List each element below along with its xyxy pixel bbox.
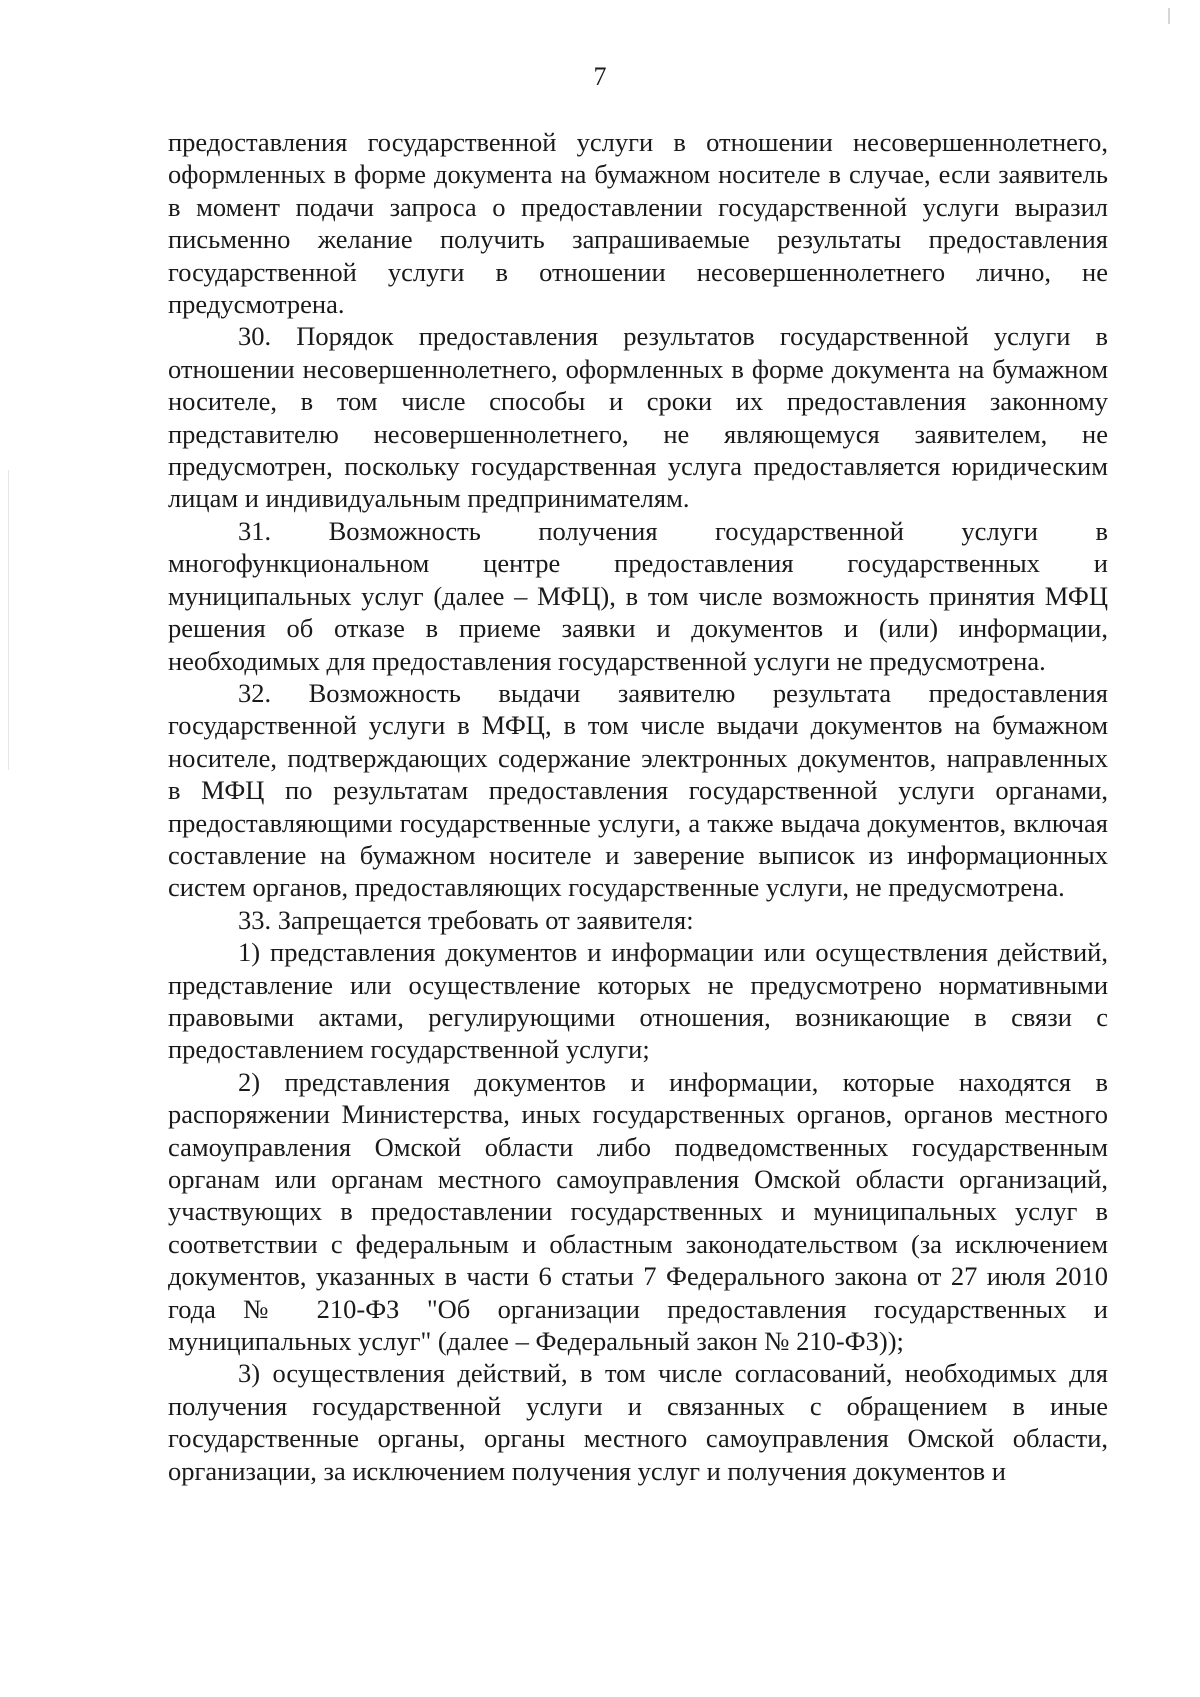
paragraph: 31. Возможность получения государственной услуги в многофункциональном центре предоставления государственных и муниципальных услуг (далее – МФЦ), в том числе возможность принятия МФЦ решения об отказе в приеме заявки и документов и (или) информации, необходимых для предоставления государственной услуги не предусмотрена. xyxy=(168,515,1108,676)
document-body xyxy=(168,126,1108,1487)
scan-edge-mark xyxy=(1168,8,1170,24)
page-number: 7 xyxy=(593,62,607,91)
scan-edge-mark xyxy=(8,470,9,770)
list-item: 1) представления документов и информации или осуществления действий, представление или осуществление которых не предусмотрено нормативными правовыми актами, регулирующими отношения, возникающие в связи с предоставлением государственной услуги; xyxy=(168,937,1108,1065)
paragraph: 32. Возможность выдачи заявителю результата предоставления государственной услуги в МФЦ, в том числе выдачи документов на бумажном носителе, подтверждающих содержание электронных документов, направленных в МФЦ по результатам предоставления государственной услуги органами, предоставляющими государственные услуги, а также выдача документов, включая составление на бумажном носителе и заверение выписок из информационных систем органов, предоставляющих государственные услуги, не предусмотрена. xyxy=(168,677,1108,903)
list-item: 3) осуществления действий, в том числе согласований, необходимых для получения государственной услуги и связанных с обращением в иные государственные органы, органы местного самоуправления Омской области, организации, за исключением получения услуг и получения документов и xyxy=(168,1358,1108,1486)
list-item: 2) представления документов и информации, которые находятся в распоряжении Министерства, иных государственных органов, органов местного самоуправления Омской области либо подведомственных государственным органам или органам местного самоуправления Омской области организаций, участвующих в предоставлении государственных и муниципальных услуг в соответствии с федеральным и областным законодательством (за исключением документов, указанных в части 6 статьи 7 Федерального закона от 27 июля 2010 года № 210-ФЗ "Об организации предоставления государственных и муниципальных услуг" (далее – Федеральный закон № 210-ФЗ)); xyxy=(168,1066,1108,1357)
paragraph: 33. Запрещается требовать от заявителя: xyxy=(238,904,694,935)
paragraph: 30. Порядок предоставления результатов государственной услуги в отношении несовершеннолетнего, оформленных в форме документа на бумажном носителе, в том числе способы и сроки их предоставления законному представителю несовершеннолетнего, не являющемуся заявителем, не предусмотрен, поскольку государственная услуга предоставляется юридическим лицам и индивидуальным предпринимателям. xyxy=(168,321,1108,514)
paragraph: предоставления государственной услуги в отношении несовершеннолетнего, оформленных в форме документа на бумажном носителе в случае, если заявитель в момент подачи запроса о предоставлении государственной услуги выразил письменно желание получить запрашиваемые результаты предоставления государственной услуги в отношении несовершеннолетнего лично, не предусмотрена. xyxy=(168,127,1108,320)
